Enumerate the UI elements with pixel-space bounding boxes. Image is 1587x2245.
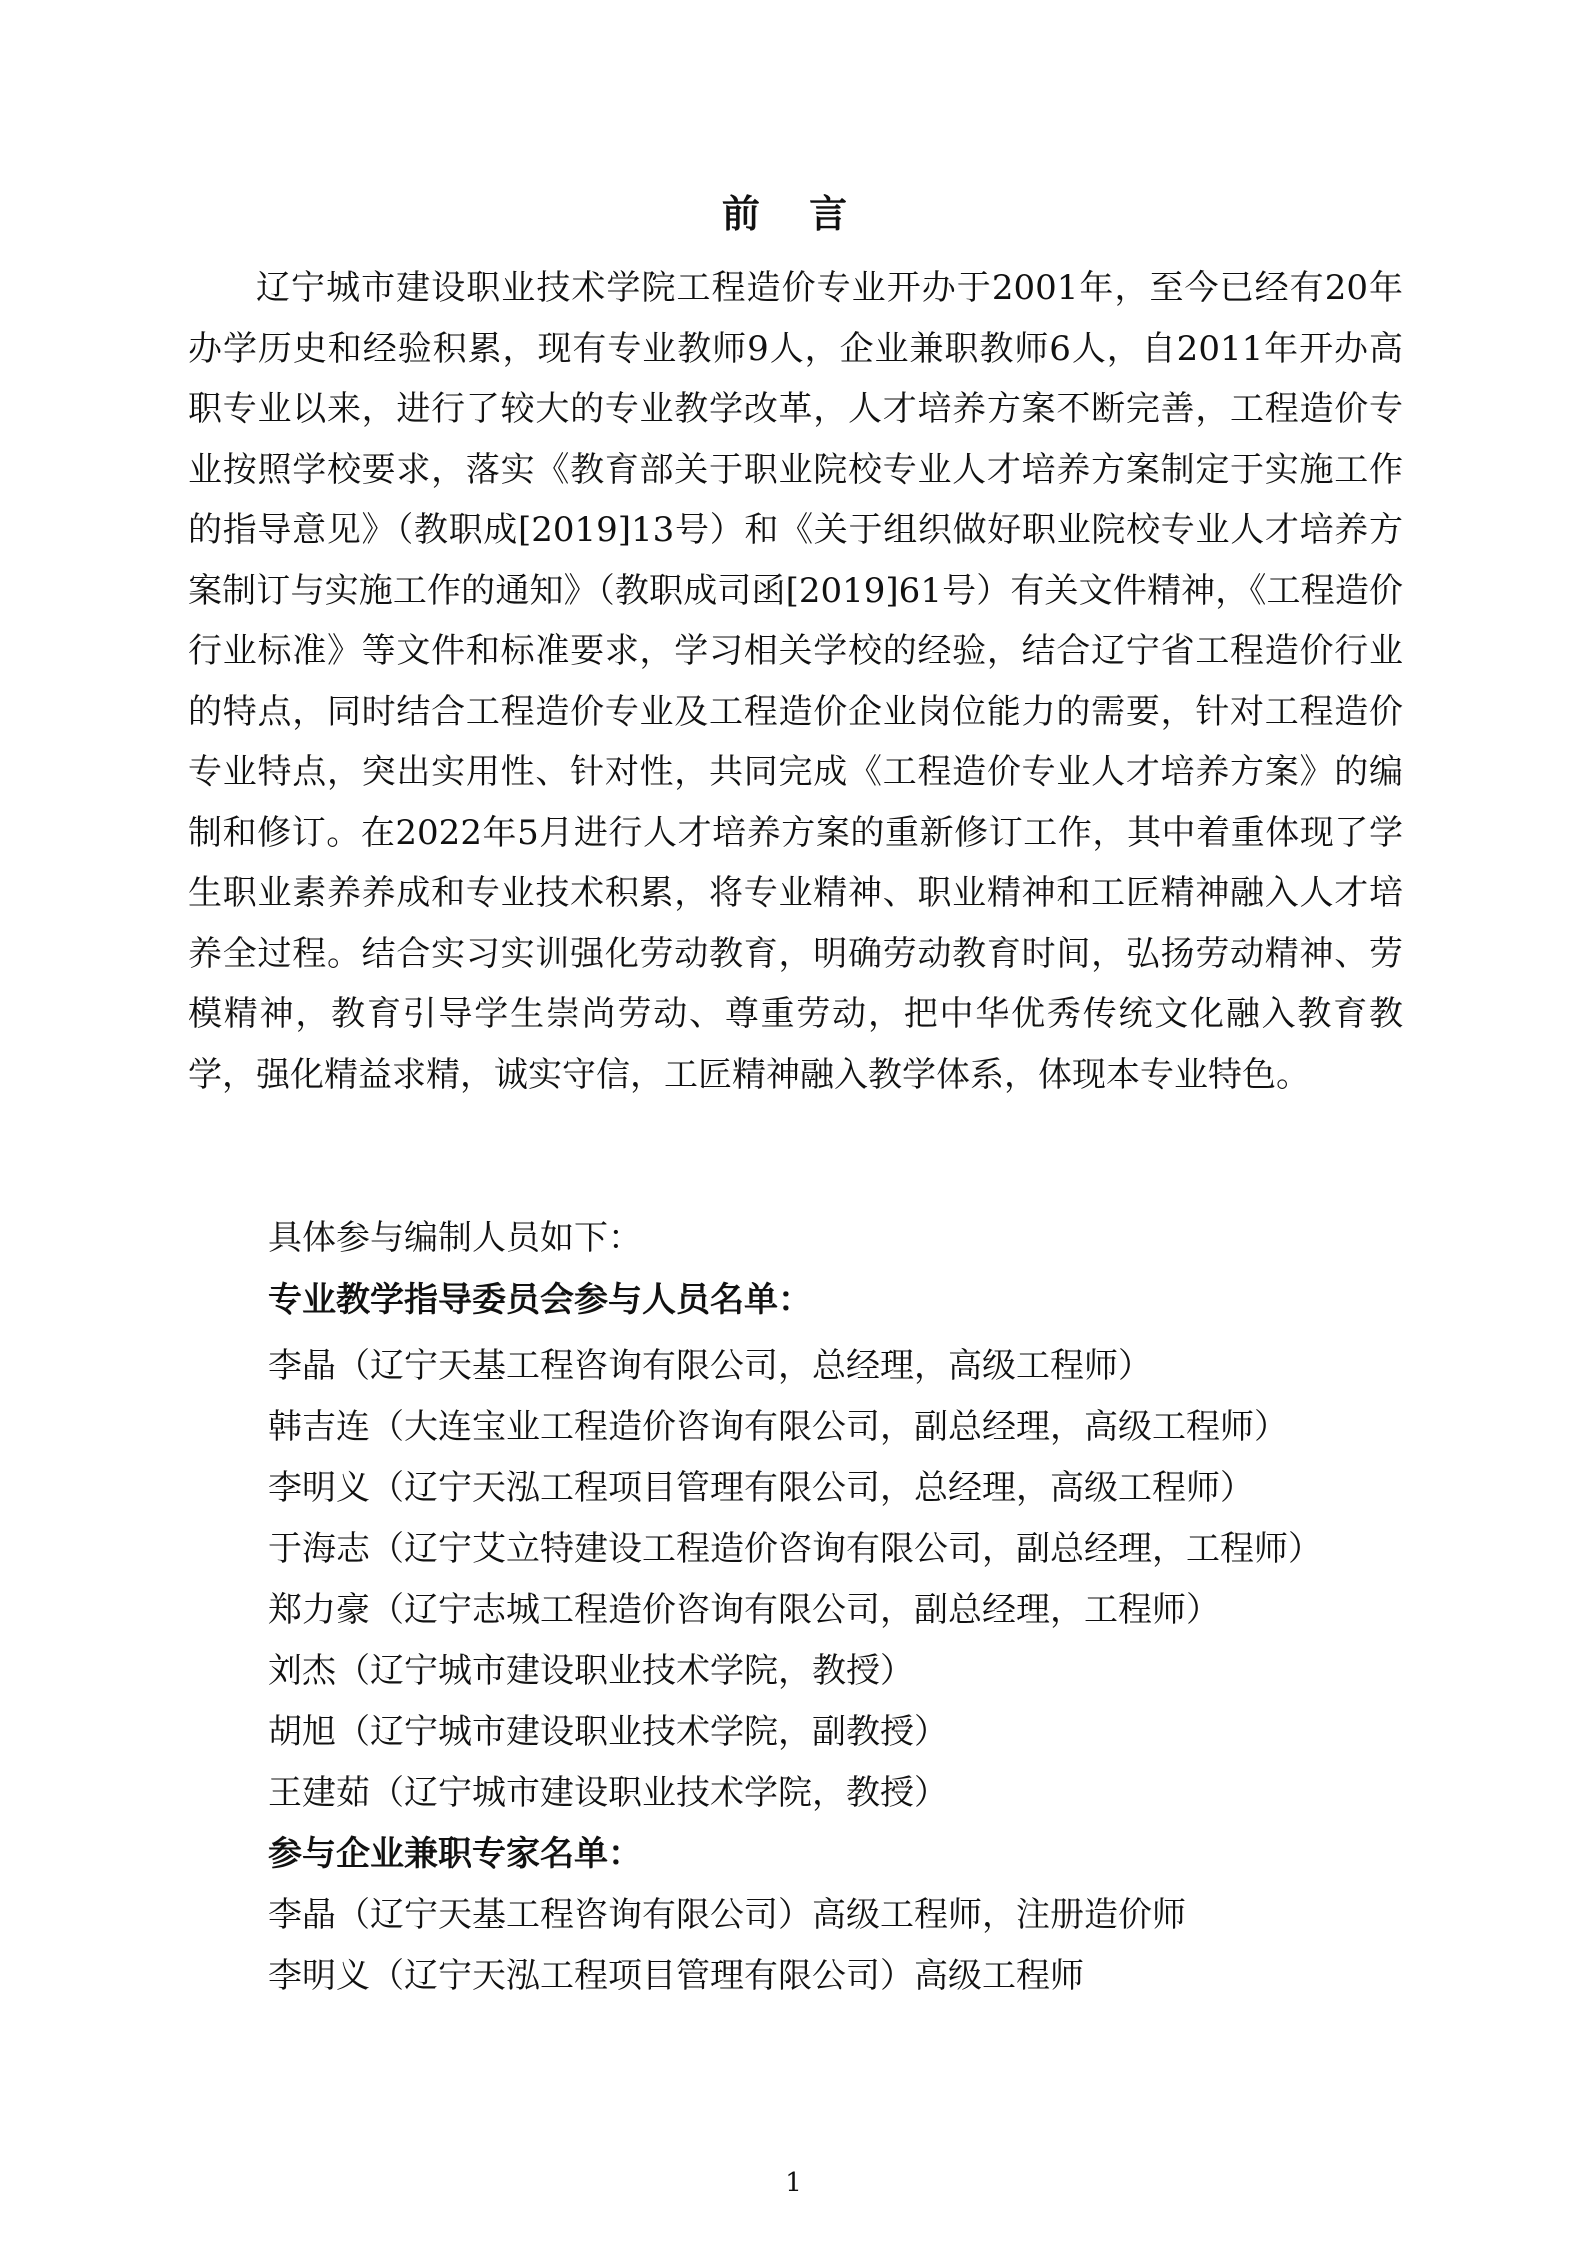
expert-entry: 李明义（辽宁天泓工程项目管理有限公司）高级工程师 [268,1956,1084,1996]
page-number: 1 [785,2168,802,2198]
page-title: 前 言 [721,191,866,236]
committee-member: 李晶（辽宁天基工程咨询有限公司，总经理，高级工程师） [268,1346,1152,1386]
committee-member: 于海志（辽宁艾立特建设工程造价咨询有限公司，副总经理，工程师） [268,1529,1322,1569]
committee-member: 胡旭（辽宁城市建设职业技术学院，副教授） [268,1712,948,1752]
expert-entry: 李晶（辽宁天基工程咨询有限公司）高级工程师，注册造价师 [268,1895,1186,1935]
intro-paragraph: 辽宁城市建设职业技术学院工程造价专业开办于2001年，至今已经有20年办学历史和经验积累，现有专业教师9人，企业兼职教师6人，自2011年开办高职专业以来，进行了较大的专业教学改革，人才培养方案不断完善，工程造价专业按照学校要求，落实《教育部关于职业院校专业人才培养方案制定于实施工作的指导意见》（教职成[2019]13号）和《关于组织做好职业院校专业人才培养方案制订与实施工作的通知》（教职成司函[2019]61号）有关文件精神，《工程造价行业标准》等文件和标准要求，学习相关学校的经验，结合辽宁省工程造价行业的特点，同时结合工程造价专业及工程造价企业岗位能力的需要，针对工程造价专业特点，突出实用性、针对性，共同完成《工程造价专业人才培养方案》的编制和修订。在2022年5月进行人才培养方案的重新修订工作，其中着重体现了学生职业素养养成和专业技术积累，将专业精神、职业精神和工匠精神融入人才培养全过程。结合实习实训强化劳动教育，明确劳动教育时间，弘扬劳动精神、劳模精神，教育引导学生崇尚劳动、尊重劳动，把中华优秀传统文化融入教育教学，强化精益求精，诚实守信，工匠精神融入教学体系，体现本专业特色。 [188,268,1403,1095]
participants-intro: 具体参与编制人员如下： [268,1218,642,1258]
committee-member: 李明义（辽宁天泓工程项目管理有限公司，总经理，高级工程师） [268,1468,1254,1508]
committee-member: 王建茹（辽宁城市建设职业技术学院，教授） [268,1773,948,1813]
committee-heading: 专业教学指导委员会参与人员名单： [268,1280,812,1320]
experts-heading: 参与企业兼职专家名单： [268,1834,642,1874]
committee-member: 刘杰（辽宁城市建设职业技术学院，教授） [268,1651,914,1691]
committee-member: 韩吉连（大连宝业工程造价咨询有限公司，副总经理，高级工程师） [268,1407,1288,1447]
committee-member: 郑力豪（辽宁志城工程造价咨询有限公司，副总经理，工程师） [268,1590,1220,1630]
